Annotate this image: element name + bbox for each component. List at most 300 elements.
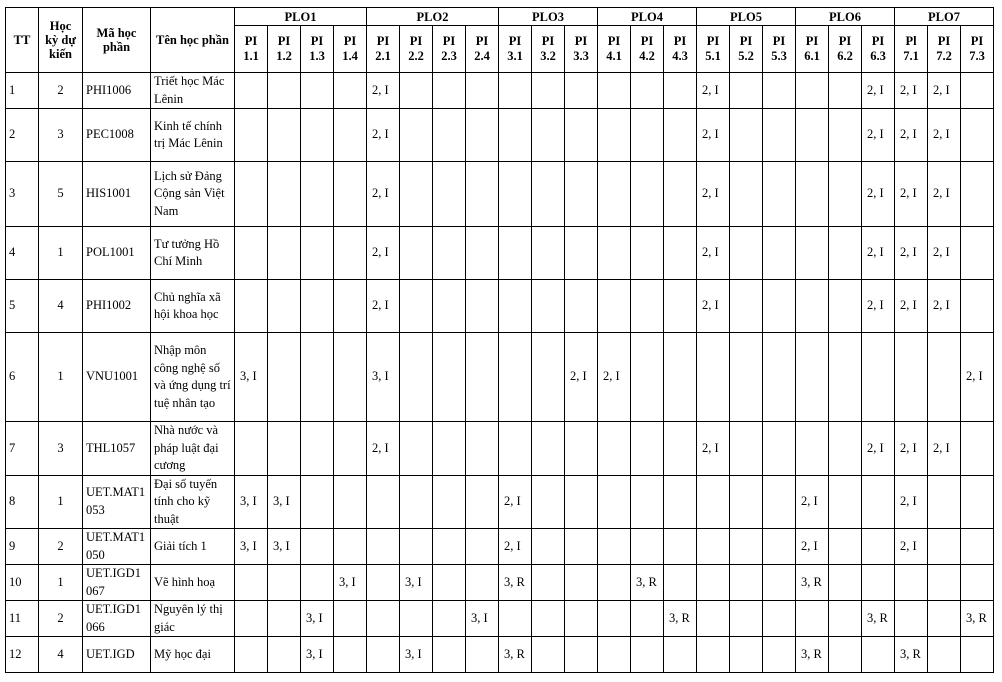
- pi-cell: [367, 637, 400, 673]
- pi-cell: [466, 422, 499, 476]
- pi-cell: [532, 162, 565, 227]
- header-pi: PI 4.2: [631, 26, 664, 73]
- pi-cell: [334, 529, 367, 565]
- pi-cell: [235, 280, 268, 333]
- table-body: [6, 73, 994, 673]
- pi-cell: [268, 422, 301, 476]
- pi-cell: 3, I: [334, 565, 367, 601]
- pi-cell: [268, 601, 301, 637]
- header-pi: PI 1.3: [301, 26, 334, 73]
- pi-cell: [565, 637, 598, 673]
- header-pi: PI 2.3: [433, 26, 466, 73]
- pi-cell: [433, 529, 466, 565]
- row-tt: 2: [6, 109, 39, 162]
- pi-cell: [235, 422, 268, 476]
- header-pi: PI 5.1: [697, 26, 730, 73]
- pi-cell: [466, 565, 499, 601]
- pi-cell: 2, I: [862, 227, 895, 280]
- pi-cell: [433, 422, 466, 476]
- pi-cell: [598, 73, 631, 109]
- pi-cell: [466, 109, 499, 162]
- row-course-name: Giải tích 1: [151, 529, 235, 565]
- pi-cell: 3, R: [796, 565, 829, 601]
- pi-cell: [301, 565, 334, 601]
- header-pi: PI 2.2: [400, 26, 433, 73]
- pi-cell: [862, 475, 895, 529]
- pi-cell: [664, 422, 697, 476]
- pi-cell: [433, 162, 466, 227]
- pi-cell: 2, I: [499, 475, 532, 529]
- pi-cell: [862, 637, 895, 673]
- header-pi: PI 3.2: [532, 26, 565, 73]
- pi-cell: [400, 227, 433, 280]
- pi-cell: [565, 73, 598, 109]
- pi-cell: [598, 422, 631, 476]
- pi-cell: [796, 280, 829, 333]
- table-row: [6, 280, 994, 333]
- pi-cell: [334, 601, 367, 637]
- pi-cell: [730, 529, 763, 565]
- pi-cell: [961, 422, 994, 476]
- pi-cell: [664, 529, 697, 565]
- pi-cell: 2, I: [598, 333, 631, 422]
- pi-cell: [928, 637, 961, 673]
- pi-cell: [466, 529, 499, 565]
- pi-cell: [763, 422, 796, 476]
- row-course-name: Lịch sử Đảng Cộng sản Việt Nam: [151, 162, 235, 227]
- pi-cell: [301, 227, 334, 280]
- pi-cell: [433, 227, 466, 280]
- pi-cell: [961, 109, 994, 162]
- pi-cell: 2, I: [928, 109, 961, 162]
- pi-cell: [829, 601, 862, 637]
- pi-cell: [730, 565, 763, 601]
- table-row: [6, 333, 994, 422]
- header-pi: PI 4.1: [598, 26, 631, 73]
- pi-cell: [565, 162, 598, 227]
- header-plo4: PLO4: [598, 8, 697, 26]
- header-pi: PI 6.3: [862, 26, 895, 73]
- table-row: [6, 227, 994, 280]
- pi-cell: [961, 73, 994, 109]
- pi-cell: [400, 109, 433, 162]
- pi-cell: [829, 565, 862, 601]
- row-tt: 6: [6, 333, 39, 422]
- pi-cell: [730, 475, 763, 529]
- header-pi: PI 7.3: [961, 26, 994, 73]
- pi-cell: [730, 422, 763, 476]
- pi-cell: [631, 280, 664, 333]
- pi-cell: [433, 601, 466, 637]
- pi-cell: [268, 162, 301, 227]
- pi-cell: [763, 333, 796, 422]
- pi-cell: [499, 422, 532, 476]
- pi-cell: [268, 73, 301, 109]
- pi-cell: [961, 565, 994, 601]
- header-pi: PI 3.1: [499, 26, 532, 73]
- row-tt: 10: [6, 565, 39, 601]
- pi-cell: [664, 333, 697, 422]
- pi-cell: [631, 529, 664, 565]
- header-pi: Pl 7.1: [895, 26, 928, 73]
- pi-cell: [565, 227, 598, 280]
- pi-cell: [862, 333, 895, 422]
- pi-cell: 2, I: [895, 280, 928, 333]
- table-row: [6, 73, 994, 109]
- pi-cell: [730, 333, 763, 422]
- pi-cell: 2, I: [697, 227, 730, 280]
- pi-cell: [631, 73, 664, 109]
- row-semester: 2: [39, 73, 83, 109]
- row-tt: 5: [6, 280, 39, 333]
- pi-cell: [829, 73, 862, 109]
- row-course-code: UET.IGD1067: [83, 565, 151, 601]
- pi-cell: [829, 109, 862, 162]
- row-course-code: POL1001: [83, 227, 151, 280]
- pi-cell: 2, I: [796, 475, 829, 529]
- pi-cell: [895, 565, 928, 601]
- row-course-name: Đại số tuyến tính cho kỹ thuật: [151, 475, 235, 529]
- row-course-name: Chủ nghĩa xã hội khoa học: [151, 280, 235, 333]
- pi-cell: [400, 475, 433, 529]
- pi-cell: [466, 637, 499, 673]
- pi-cell: 2, I: [862, 422, 895, 476]
- pi-cell: 3, I: [235, 333, 268, 422]
- pi-cell: 2, I: [895, 422, 928, 476]
- pi-cell: [367, 529, 400, 565]
- pi-cell: [895, 333, 928, 422]
- row-tt: 7: [6, 422, 39, 476]
- row-course-code: UET.MAT1050: [83, 529, 151, 565]
- row-course-code: HIS1001: [83, 162, 151, 227]
- pi-cell: [631, 162, 664, 227]
- pi-cell: [499, 601, 532, 637]
- pi-cell: 2, I: [928, 162, 961, 227]
- pi-cell: 2, I: [928, 280, 961, 333]
- pi-cell: [301, 109, 334, 162]
- pi-cell: [796, 109, 829, 162]
- row-semester: 4: [39, 637, 83, 673]
- pi-cell: [268, 333, 301, 422]
- pi-cell: 3, R: [499, 637, 532, 673]
- header-pi: PI 6.1: [796, 26, 829, 73]
- table-row: [6, 109, 994, 162]
- pi-cell: [532, 637, 565, 673]
- table-row: [6, 637, 994, 673]
- pi-cell: [961, 529, 994, 565]
- pi-cell: 3, I: [301, 637, 334, 673]
- pi-cell: [433, 109, 466, 162]
- header-tt: TT: [6, 8, 39, 73]
- header-plo1: PLO1: [235, 8, 367, 26]
- pi-cell: [532, 529, 565, 565]
- pi-cell: [730, 162, 763, 227]
- pi-cell: [598, 565, 631, 601]
- pi-cell: [235, 109, 268, 162]
- pi-cell: [301, 280, 334, 333]
- row-semester: 4: [39, 280, 83, 333]
- pi-cell: [565, 601, 598, 637]
- pi-cell: 2, I: [697, 280, 730, 333]
- pi-cell: 2, I: [499, 529, 532, 565]
- pi-cell: 3, I: [400, 565, 433, 601]
- header-pi: PI 2.4: [466, 26, 499, 73]
- row-course-code: UET.IGD: [83, 637, 151, 673]
- pi-cell: [334, 109, 367, 162]
- pi-cell: [961, 637, 994, 673]
- pi-cell: [829, 333, 862, 422]
- pi-cell: 2, I: [565, 333, 598, 422]
- pi-cell: [664, 475, 697, 529]
- pi-cell: [664, 637, 697, 673]
- pi-cell: [400, 280, 433, 333]
- pi-cell: [565, 422, 598, 476]
- row-course-code: PEC1008: [83, 109, 151, 162]
- pi-cell: 2, I: [895, 227, 928, 280]
- pi-cell: [763, 529, 796, 565]
- pi-cell: [862, 565, 895, 601]
- pi-cell: [796, 162, 829, 227]
- pi-cell: [565, 529, 598, 565]
- pi-cell: [664, 280, 697, 333]
- pi-cell: [829, 637, 862, 673]
- pi-cell: [697, 333, 730, 422]
- row-course-name: Nhập môn công nghệ số và ứng dụng trí tuệ nhân tạo: [151, 333, 235, 422]
- pi-cell: [598, 529, 631, 565]
- pi-cell: 2, I: [367, 422, 400, 476]
- row-semester: 1: [39, 333, 83, 422]
- pi-cell: [763, 73, 796, 109]
- header-pi: PI 1.1: [235, 26, 268, 73]
- pi-cell: 2, I: [367, 73, 400, 109]
- pi-cell: [763, 227, 796, 280]
- pi-cell: 2, I: [367, 109, 400, 162]
- pi-cell: 2, I: [928, 422, 961, 476]
- pi-cell: [763, 601, 796, 637]
- pi-cell: [730, 73, 763, 109]
- pi-cell: 3, R: [631, 565, 664, 601]
- pi-cell: 2, I: [895, 162, 928, 227]
- pi-cell: [631, 109, 664, 162]
- header-pi: PI 2.1: [367, 26, 400, 73]
- pi-cell: [400, 333, 433, 422]
- pi-cell: [598, 637, 631, 673]
- pi-cell: [697, 637, 730, 673]
- pi-cell: [433, 475, 466, 529]
- row-tt: 11: [6, 601, 39, 637]
- row-tt: 1: [6, 73, 39, 109]
- header-pi: PI 3.3: [565, 26, 598, 73]
- pi-cell: 3, R: [895, 637, 928, 673]
- header-plo5: PLO5: [697, 8, 796, 26]
- pi-cell: [928, 475, 961, 529]
- pi-cell: [268, 565, 301, 601]
- row-tt: 8: [6, 475, 39, 529]
- pi-cell: [301, 73, 334, 109]
- pi-cell: 2, I: [367, 162, 400, 227]
- pi-cell: [532, 565, 565, 601]
- row-course-name: Vẽ hình hoạ: [151, 565, 235, 601]
- pi-cell: 2, I: [367, 280, 400, 333]
- pi-cell: [433, 565, 466, 601]
- pi-cell: [433, 333, 466, 422]
- header-semester: Học kỳ dự kiến: [39, 8, 83, 73]
- pi-cell: [763, 565, 796, 601]
- pi-cell: 2, I: [895, 529, 928, 565]
- pi-cell: [763, 280, 796, 333]
- pi-cell: 2, I: [862, 109, 895, 162]
- pi-cell: 3, R: [664, 601, 697, 637]
- pi-cell: [796, 333, 829, 422]
- pi-cell: 3, R: [961, 601, 994, 637]
- pi-cell: [301, 529, 334, 565]
- pi-cell: [862, 529, 895, 565]
- pi-cell: [334, 162, 367, 227]
- pi-cell: [598, 475, 631, 529]
- pi-cell: [565, 280, 598, 333]
- pi-cell: [466, 73, 499, 109]
- pi-cell: [763, 475, 796, 529]
- pi-cell: [532, 227, 565, 280]
- pi-cell: [532, 109, 565, 162]
- pi-cell: [697, 475, 730, 529]
- pi-cell: [829, 529, 862, 565]
- pi-cell: 3, I: [466, 601, 499, 637]
- pi-cell: [235, 73, 268, 109]
- pi-cell: [301, 162, 334, 227]
- row-semester: 3: [39, 109, 83, 162]
- header-pi: PI 1.2: [268, 26, 301, 73]
- pi-cell: [499, 227, 532, 280]
- pi-cell: [532, 475, 565, 529]
- pi-cell: [400, 529, 433, 565]
- pi-cell: [532, 73, 565, 109]
- row-semester: 5: [39, 162, 83, 227]
- row-course-code: PHI1006: [83, 73, 151, 109]
- pi-cell: 3, I: [301, 601, 334, 637]
- row-tt: 12: [6, 637, 39, 673]
- row-course-code: VNU1001: [83, 333, 151, 422]
- header-pi: PI 5.3: [763, 26, 796, 73]
- row-course-code: UET.MAT1053: [83, 475, 151, 529]
- pi-cell: [433, 280, 466, 333]
- pi-cell: [466, 162, 499, 227]
- pi-cell: [829, 227, 862, 280]
- pi-cell: 2, I: [862, 73, 895, 109]
- row-course-code: THL1057: [83, 422, 151, 476]
- pi-cell: [796, 227, 829, 280]
- pi-cell: [730, 227, 763, 280]
- pi-cell: [796, 601, 829, 637]
- pi-cell: [334, 227, 367, 280]
- pi-cell: [928, 565, 961, 601]
- pi-cell: [928, 529, 961, 565]
- pi-cell: 3, I: [367, 333, 400, 422]
- pi-cell: [235, 565, 268, 601]
- pi-cell: [400, 422, 433, 476]
- row-tt: 9: [6, 529, 39, 565]
- pi-cell: [631, 422, 664, 476]
- pi-cell: 3, I: [268, 529, 301, 565]
- row-semester: 1: [39, 565, 83, 601]
- pi-cell: [598, 162, 631, 227]
- pi-cell: 3, R: [796, 637, 829, 673]
- pi-cell: [334, 637, 367, 673]
- pi-cell: [334, 422, 367, 476]
- pi-cell: [565, 475, 598, 529]
- pi-cell: [466, 475, 499, 529]
- header-pi: PI 5.2: [730, 26, 763, 73]
- pi-cell: [532, 422, 565, 476]
- pi-cell: [763, 637, 796, 673]
- pi-cell: 2, I: [928, 73, 961, 109]
- pi-cell: [466, 227, 499, 280]
- header-course-name: Tên học phần: [151, 8, 235, 73]
- pi-cell: [334, 333, 367, 422]
- pi-cell: [301, 333, 334, 422]
- pi-cell: [334, 475, 367, 529]
- header-plo7: PLO7: [895, 8, 994, 26]
- table-row: [6, 162, 994, 227]
- pi-cell: 3, I: [400, 637, 433, 673]
- pi-cell: [499, 162, 532, 227]
- pi-cell: [664, 162, 697, 227]
- pi-cell: [235, 637, 268, 673]
- pi-cell: [961, 475, 994, 529]
- pi-cell: [433, 73, 466, 109]
- pi-cell: 2, I: [796, 529, 829, 565]
- pi-cell: [532, 601, 565, 637]
- header-course-code: Mã học phần: [83, 8, 151, 73]
- pi-cell: [499, 73, 532, 109]
- pi-cell: [631, 227, 664, 280]
- pi-cell: [598, 109, 631, 162]
- pi-cell: [763, 162, 796, 227]
- pi-cell: [565, 565, 598, 601]
- pi-cell: [730, 601, 763, 637]
- pi-cell: [367, 601, 400, 637]
- pi-cell: [631, 601, 664, 637]
- pi-cell: [763, 109, 796, 162]
- row-tt: 3: [6, 162, 39, 227]
- pi-cell: [598, 280, 631, 333]
- header-pi: PI 7.2: [928, 26, 961, 73]
- pi-cell: [895, 601, 928, 637]
- pi-cell: [400, 162, 433, 227]
- pi-cell: [829, 162, 862, 227]
- pi-cell: 2, I: [961, 333, 994, 422]
- pi-cell: [400, 601, 433, 637]
- pi-cell: 3, I: [235, 475, 268, 529]
- pi-cell: [631, 475, 664, 529]
- pi-cell: [796, 422, 829, 476]
- pi-cell: [532, 333, 565, 422]
- pi-cell: [499, 280, 532, 333]
- row-course-name: Mỹ học đại: [151, 637, 235, 673]
- pi-cell: [730, 109, 763, 162]
- pi-cell: [664, 565, 697, 601]
- header-pi: PI 4.3: [664, 26, 697, 73]
- pi-cell: [268, 280, 301, 333]
- header-plo2: PLO2: [367, 8, 499, 26]
- pi-cell: [334, 280, 367, 333]
- pi-cell: 2, I: [895, 73, 928, 109]
- pi-cell: [268, 227, 301, 280]
- pi-cell: [796, 73, 829, 109]
- pi-cell: 3, I: [235, 529, 268, 565]
- pi-cell: 2, I: [862, 280, 895, 333]
- pi-cell: [697, 529, 730, 565]
